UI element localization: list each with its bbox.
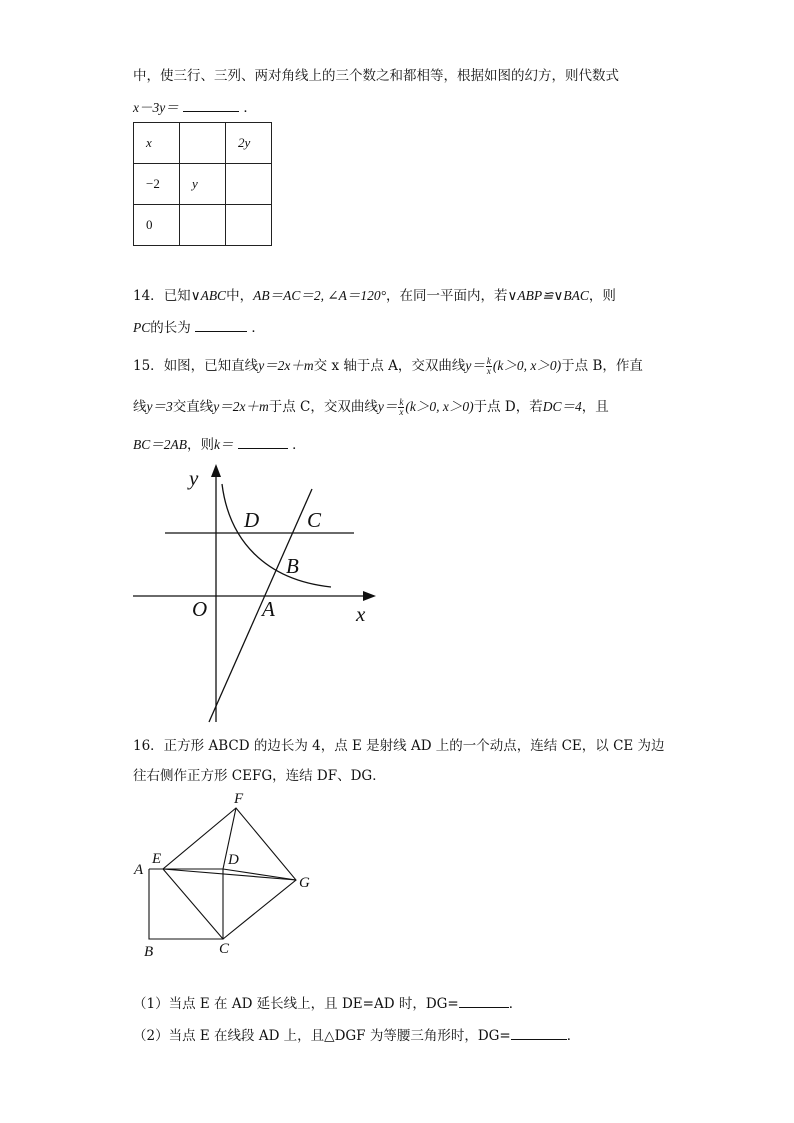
q15-line3 [133, 434, 306, 455]
q14-text: 已知 [163, 288, 191, 304]
magic-cell-r2c3 [226, 164, 272, 205]
label-y: y [189, 466, 199, 490]
q15-line-equation: y＝2x＋m [258, 358, 314, 373]
x-axis-arrow [363, 591, 376, 601]
q15-end: ． [292, 437, 306, 453]
q16-line2: 往右侧作正方形 CEFG，连结 DF、DG． [133, 768, 386, 784]
q15-fraction-den: x [486, 366, 491, 376]
q15-hyperbola-y: y＝ [377, 399, 398, 414]
q15-answer-blank[interactable] [238, 434, 288, 449]
q13-line1: 中，使三行、三列、两对角线上的三个数之和都相等，根据如图的幻方，则代数式 [133, 68, 619, 84]
q15-condition: (k＞0, x＞0) [492, 358, 562, 373]
q14-condition: AB＝AC＝2, ∠A＝120° [253, 288, 387, 303]
q15-fraction-num: k [486, 356, 491, 366]
magic-square-table [133, 122, 272, 246]
q16-part1-blank[interactable] [459, 993, 509, 1008]
q15-hyperbola-y: y＝ [465, 358, 485, 373]
magic-cell-r1c2 [180, 123, 226, 164]
label-F: F [234, 791, 244, 807]
label-E: E [152, 851, 162, 867]
q15-text: 交直线 [172, 399, 214, 415]
q15-text: 于点 D，若 [473, 399, 543, 415]
q14-pc: PC [133, 320, 151, 335]
q16-part2 [133, 1025, 580, 1046]
magic-cell-r1c1: x [134, 123, 180, 164]
q13-expression-line [133, 97, 257, 118]
label-G: G [299, 875, 310, 891]
q14-text: ，则 [588, 288, 616, 304]
q15-fraction [486, 357, 492, 376]
q15-text: 线 [133, 399, 147, 415]
q14-text: 中， [226, 288, 254, 304]
segment-eg [163, 869, 296, 880]
label-D: D [228, 852, 239, 868]
label-O: O [192, 597, 208, 621]
q16-part1-text: （1）当点 E 在 AD 延长线上，且 DE=AD 时，DG= [133, 996, 459, 1012]
q15-number: 15． [133, 358, 164, 374]
line-2x-plus-m [209, 489, 312, 722]
q14-line2 [133, 317, 265, 338]
q15-text: ，则 [187, 437, 214, 453]
magic-cell-r3c1: 0 [134, 205, 180, 246]
q14-number: 14． [133, 288, 164, 304]
table-row [134, 164, 272, 205]
q15-bc: BC＝2AB [133, 437, 187, 452]
q15-text: 如图，已知直线 [163, 358, 259, 374]
q14-triangle: ∨ABC [190, 288, 227, 303]
q15-condition: (k＞0, x＞0) [405, 399, 474, 414]
q15-text: 于点 B，作直 [561, 358, 643, 374]
q14-text: ，在同一平面内，若 [386, 288, 508, 304]
q15-text: 于点 C，交双曲线 [268, 399, 378, 415]
q16-part2-text: （2）当点 E 在线段 AD 上，且△DGF 为等腰三角形时，DG= [133, 1028, 511, 1044]
q15-line2 [133, 397, 609, 417]
q16-part2-end: ． [566, 1028, 581, 1044]
q16-line1: 16．正方形 ABCD 的边长为 4，点 E 是射线 AD 上的一个动点，连结 CE，以 CE 为边 [133, 738, 665, 754]
q16-part1 [133, 993, 522, 1014]
label-A: A [134, 862, 144, 878]
label-B: B [286, 554, 299, 578]
label-A: A [262, 597, 275, 621]
magic-cell-r1c3: 2y [226, 123, 272, 164]
label-C: C [219, 941, 230, 957]
q15-k: k＝ [214, 437, 234, 452]
q15-line-equation: y＝2x＋m [213, 399, 269, 414]
q15-horizontal-line: y＝3 [146, 399, 173, 414]
magic-cell-r2c2: y [180, 164, 226, 205]
label-x: x [356, 602, 366, 626]
q15-fraction-num: k [399, 397, 404, 407]
hyperbola [222, 484, 331, 587]
label-D: D [244, 508, 260, 532]
table-row [134, 205, 272, 246]
q15-dc: DC＝4 [542, 399, 582, 414]
q16-part1-end: ． [508, 996, 523, 1012]
magic-cell-r3c3 [226, 205, 272, 246]
magic-cell-r2c1: −2 [134, 164, 180, 205]
q15-figure [125, 460, 385, 730]
y-axis-arrow [211, 464, 221, 477]
q15-text: 交 x 轴于点 A，交双曲线 [313, 358, 466, 374]
label-C: C [307, 508, 322, 532]
square-abcd [149, 869, 223, 939]
square-cefg [163, 808, 296, 939]
q16-figure [130, 790, 330, 960]
q15-line1 [133, 356, 643, 376]
q14-end: ． [251, 320, 265, 336]
q14-line1 [133, 286, 616, 306]
q16-part2-blank[interactable] [511, 1025, 567, 1040]
q14-text: 的长为 [150, 320, 191, 336]
q15-fraction [398, 398, 404, 417]
q13-end: ． [243, 100, 257, 116]
q14-answer-blank[interactable] [195, 317, 247, 332]
q13-expression: x－3y＝ [133, 100, 179, 115]
q13-answer-blank[interactable] [183, 97, 239, 112]
q15-text: ，且 [581, 399, 609, 415]
q15-fraction-den: x [399, 407, 404, 417]
table-row [134, 123, 272, 164]
label-B: B [144, 944, 154, 960]
q14-congruence: ∨ABP≌∨BAC [507, 288, 589, 303]
magic-cell-r3c2 [180, 205, 226, 246]
